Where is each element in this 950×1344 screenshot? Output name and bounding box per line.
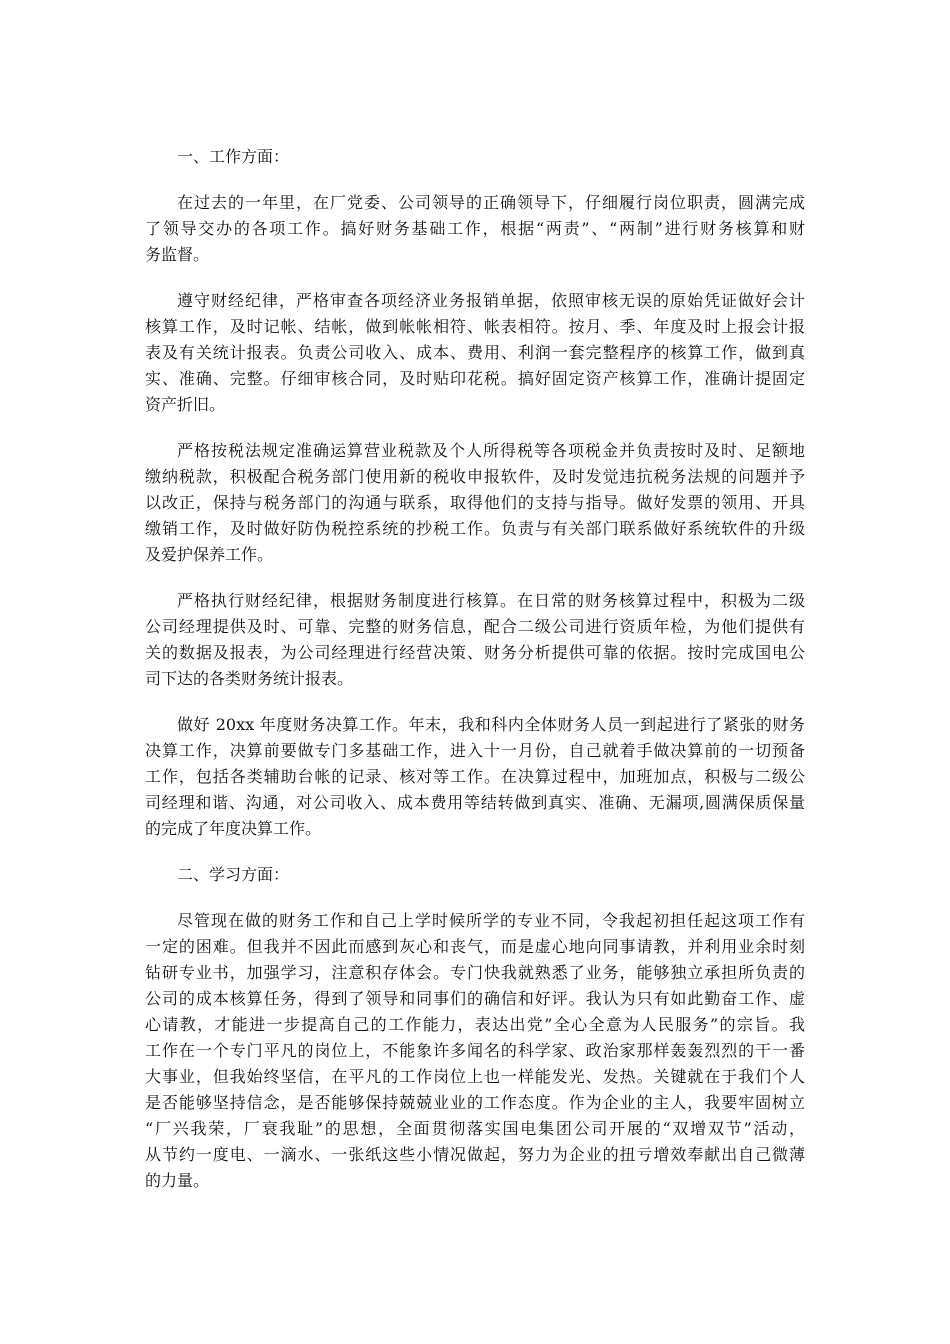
paragraph-line: 表及有关统计报表。负责公司收入、成本、费用、利润一套完整程序的核算工作，做到真 [145, 343, 805, 362]
paragraph-line: 了领导交办的各项工作。搞好财务基础工作，根据“两责”、“两制”进行财务核算和财 [145, 219, 805, 238]
paragraph-line: 核算工作，及时记帐、结帐，做到帐帐相符、帐表相符。按月、季、年度及时上报会计报 [145, 317, 805, 336]
paragraph-line: 务监督。 [145, 245, 210, 264]
paragraph-line: 严格执行财经纪律，根据财务制度进行核算。在日常的财务核算过程中，积极为二级 [177, 591, 805, 610]
section-heading-study: 二、学习方面： [177, 865, 290, 884]
paragraph-line: 缴销工作，及时做好防伪税控系统的抄税工作。负责与有关部门联系做好系统软件的升级 [145, 519, 805, 538]
paragraph [145, 588, 805, 692]
paragraph-line: 做好 20xx 年度财务决算工作。年末，我和科内全体财务人员一到起进行了紧张的财务 [177, 715, 805, 734]
paragraph-line: 严格按税法规定准确运算营业税款及个人所得税等各项税金并负责按时及时、足额地 [177, 441, 805, 460]
paragraph-line: “厂兴我荣，厂衰我耻”的思想，全面贯彻落实国电集团公司开展的“双增双节”活动， [145, 1119, 805, 1138]
paragraph-line: 钻研专业书，加强学习，注意积存体会。专门快我就熟悉了业务，能够独立承担所负责的 [145, 963, 805, 982]
paragraph [145, 438, 805, 568]
paragraph-line: 实、准确、完整。仔细审核合同，及时贴印花税。搞好固定资产核算工作，准确计提固定 [145, 369, 805, 388]
paragraph-line: 决算工作，决算前要做专门多基础工作，进入十一月份，自己就着手做决算前的一切预备 [145, 741, 805, 760]
paragraph-line: 从节约一度电、一滴水、一张纸这些小情况做起，努力为企业的扭亏增效奉献出自己微薄 [145, 1145, 805, 1164]
paragraph-line: 资产折旧。 [145, 395, 226, 414]
paragraph-line: 以改正，保持与税务部门的沟通与联系，取得他们的支持与指导。做好发票的领用、开具 [145, 493, 805, 512]
paragraph-line: 遵守财经纪律，严格审查各项经济业务报销单据，依照审核无误的原始凭证做好会计 [177, 291, 805, 310]
paragraph [145, 908, 805, 1194]
document-page [145, 144, 805, 1214]
paragraph-line: 司下达的各类财务统计报表。 [145, 669, 354, 688]
paragraph-line: 关的数据及报表，为公司经理进行经营决策、财务分析提供可靠的依据。按时完成国电公 [145, 643, 805, 662]
paragraph [145, 190, 805, 268]
paragraph-line: 在过去的一年里，在厂党委、公司领导的正确领导下，仔细履行岗位职责，圆满完成 [177, 193, 805, 212]
paragraph-line: 及爱护保养工作。 [145, 545, 274, 564]
paragraph-line: 公司经理提供及时、可靠、完整的财务信息，配合二级公司进行资质年检，为他们提供有 [145, 617, 805, 636]
paragraph-line: 心请教，才能进一步提高自己的工作能力，表达出党”全心全意为人民服务”的宗旨。我 [145, 1015, 805, 1034]
paragraph [145, 288, 805, 418]
paragraph-line: 工作，包括各类辅助台帐的记录、核对等工作。在决算过程中，加班加点，积极与二级公 [145, 767, 805, 786]
paragraph-line: 工作在一个专门平凡的岗位上，不能象许多闻名的科学家、政治家那样轰轰烈烈的干一番 [145, 1041, 805, 1060]
section-heading-work: 一、工作方面： [177, 147, 290, 166]
paragraph-line: 大事业，但我始终坚信，在平凡的工作岗位上也一样能发光、发热。关键就在于我们个人 [145, 1067, 805, 1086]
paragraph-line: 公司的成本核算任务，得到了领导和同事们的确信和好评。我认为只有如此勤奋工作、虚 [145, 989, 805, 1008]
paragraph-line: 缴纳税款，积极配合税务部门使用新的税收申报软件，及时发觉违抗税务法规的问题并予 [145, 467, 805, 486]
paragraph-line: 的力量。 [145, 1171, 210, 1190]
paragraph-line: 一定的困难。但我并不因此而感到灰心和丧气，而是虚心地向同事请教，并利用业余时刻 [145, 937, 805, 956]
paragraph-line: 尽管现在做的财务工作和自己上学时候所学的专业不同，令我起初担任起这项工作有 [177, 911, 805, 930]
paragraph-line: 司经理和谐、沟通，对公司收入、成本费用等结转做到真实、准确、无漏项,圆满保质保量 [145, 793, 805, 812]
paragraph [145, 712, 805, 842]
paragraph-line: 的完成了年度决算工作。 [145, 819, 322, 838]
paragraph-line: 是否能够坚持信念，是否能够保持兢兢业业的工作态度。作为企业的主人，我要牢固树立 [145, 1093, 805, 1112]
